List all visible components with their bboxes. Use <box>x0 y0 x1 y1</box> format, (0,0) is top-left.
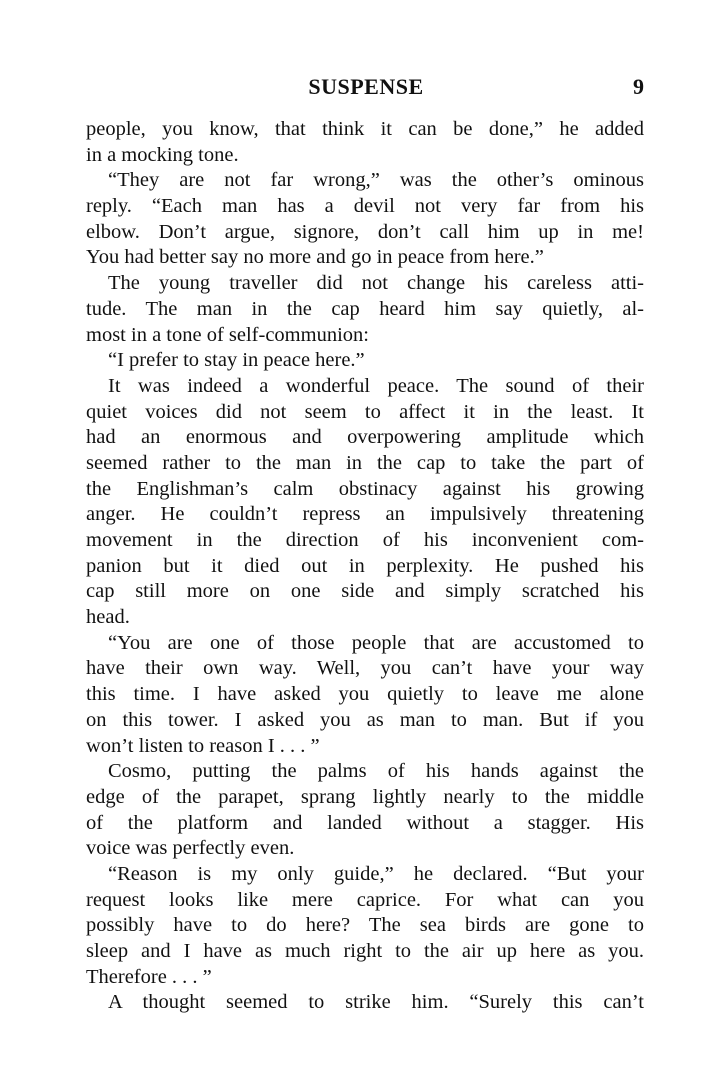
text-line: quiet voices did not seem to affect it in the least. It <box>86 400 644 423</box>
text-line: “You are one of those people that are accustomed to <box>108 631 644 654</box>
text-line: A thought seemed to strike him. “Surely this can’t <box>108 991 644 1014</box>
body-text <box>86 117 644 1016</box>
text-line: head. <box>86 606 130 629</box>
text-line: sleep and I have as much right to the air up here as you. <box>86 940 644 962</box>
text-line: this time. I have asked you quietly to leave me alone <box>86 683 644 706</box>
text-line: anger. He couldn’t repress an impulsively threatening <box>86 503 644 526</box>
text-line: of the platform and landed without a stagger. His <box>86 811 644 834</box>
page-header <box>86 74 646 104</box>
text-line: edge of the parapet, sprang lightly nearly to the middle <box>86 785 644 808</box>
text-line: panion but it died out in perplexity. He pushed his <box>86 554 644 577</box>
text-line: in a mocking tone. <box>86 143 239 166</box>
text-line: The young traveller did not change his careless atti- <box>108 272 644 295</box>
text-line: have their own way. Well, you can’t have your way <box>86 657 644 680</box>
text-line: people, you know, that think it can be done,” he added <box>86 118 644 140</box>
text-line: the Englishman’s calm obstinacy against his growing <box>86 477 644 500</box>
text-line: elbow. Don’t argue, signore, don’t call him up in me! <box>86 220 644 243</box>
running-title: SUSPENSE <box>308 74 424 99</box>
text-line: most in a tone of self-communion: <box>86 323 369 346</box>
page-number: 9 <box>633 74 644 99</box>
text-line: “Reason is my only guide,” he declared. “But your <box>108 862 644 885</box>
text-line: It was indeed a wonderful peace. The sound of their <box>108 374 644 397</box>
text-line: tude. The man in the cap heard him say quietly, al- <box>86 297 644 320</box>
text-line: on this tower. I asked you as man to man. But if you <box>86 708 644 731</box>
text-line: cap still more on one side and simply scratched his <box>86 580 644 603</box>
text-line: had an enormous and overpowering amplitude which <box>86 426 644 449</box>
text-line: seemed rather to the man in the cap to take the part of <box>86 451 644 474</box>
text-line: request looks like mere caprice. For what can you <box>86 888 644 911</box>
text-line: possibly have to do here? The sea birds are gone to <box>86 914 644 937</box>
text-line: movement in the direction of his inconvenient com- <box>86 529 644 551</box>
text-line: reply. “Each man has a devil not very far from his <box>86 195 644 218</box>
text-line: voice was perfectly even. <box>86 837 295 860</box>
text-line: “They are not far wrong,” was the other’s ominous <box>108 169 644 192</box>
text-line: won’t listen to reason I . . . ” <box>86 734 320 757</box>
text-line: Therefore . . . ” <box>86 965 212 988</box>
text-line: Cosmo, putting the palms of his hands against the <box>108 760 644 783</box>
text-line: You had better say no more and go in peace from here.” <box>86 246 544 269</box>
text-line: “I prefer to stay in peace here.” <box>108 349 365 372</box>
